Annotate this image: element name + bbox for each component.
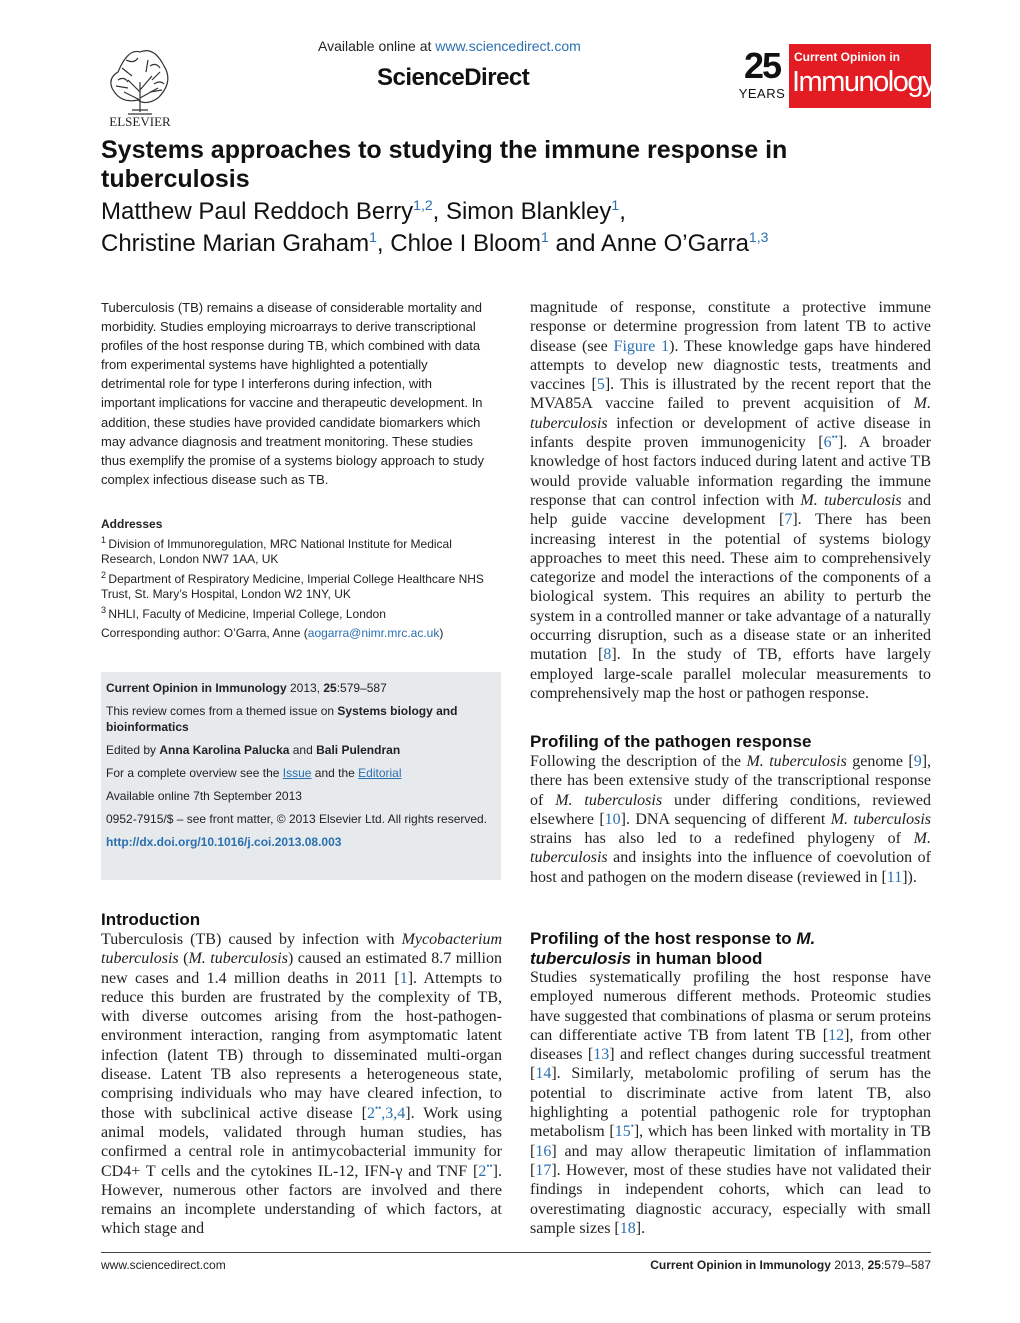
footer-pages: :579–587 [880, 1258, 931, 1272]
address-number: 2 [101, 569, 107, 580]
author-separator: and [548, 230, 601, 257]
address-number: 1 [101, 534, 107, 545]
footer-website: www.sciencedirect.com [101, 1258, 226, 1272]
introduction-continued: magnitude of response, constitute a protective immune response or determine progression from latent TB to active disease (see Figure 1). These knowledge gaps have hindered attempts to develop new diagnostic tests, treatments and vaccines [5]. This is illustrated by the recent report that the MVA85A vaccine failed to prevent acquisition of M. tuberculosis infection or development of active disease in infants despite proven immunogenicity [6••]. A broader knowledge of host factors induced during latent and active TB would provide valuable information regarding the immune response that can control infection with M. tuberculosis and help guide vaccine development [7]. There has been increasing interest in the potential of systems biology approaches to meet this need. These aim to comprehensively categorize and model the interactions of the components of a biological system. This requires an ability to perturb the system in a controlled manner or take advantage of a naturally occurring disruption, such as a disease state or an inherited mutation [8]. In the study of TB, efforts have largely employed large-scale parallel molecular measurements to comprehensively map the host or pathogen response. [530, 299, 932, 702]
address-item [101, 568, 485, 603]
sciencedirect-wordmark: ScienceDirect [377, 64, 530, 91]
citation-year: 2013, [286, 681, 324, 695]
corresponding-author [101, 626, 485, 640]
citation-pages: :579–587 [336, 681, 387, 695]
footer-citation [650, 1258, 931, 1272]
introduction-body: Tuberculosis (TB) caused by infection with Mycobacterium tuberculosis (M. tuberculosis) caused an estimated 8.7 million new cases and 1.4 million deaths in 2011 [1]. Attempts to reduce this burden are frustrated by the complexity of TB, with diverse outcomes arising from the host-pathogen-environment interaction, ranging from asymptomatic latent infection (latent TB) through to disseminated multi-organ disease. Latent TB also represents a heterogeneous state, comprising individuals who may have cleared infection, to those with subclinical active disease [2••,3,4]. Work using animal models, validated through human studies, has confirmed a central role in antimycobacterial immunity for CD4+ T cells and the cytokines IL-12, IFN-γ and TNF [2••]. However, numerous other factors are involved and there remains an incomplete understanding of which factors, at which stage and [101, 931, 503, 1238]
author-name: Anne O’Garra [600, 230, 749, 257]
citation-line [106, 680, 497, 696]
journal-badge [738, 44, 935, 108]
editorial-link[interactable]: Editorial [358, 766, 402, 780]
editor-name: Anna Karolina Palucka [159, 743, 290, 757]
author-separator: , [432, 198, 446, 225]
address-number: 3 [101, 604, 107, 615]
copyright-line: 0952-7915/$ – see front matter, © 2013 Elsevier Ltd. All rights reserved. [106, 812, 488, 826]
corresponding-suffix: ) [439, 626, 444, 640]
author-name: Simon Blankley [445, 198, 612, 225]
address-text: Department of Respiratory Medicine, Imperial College Healthcare NHS Trust, St. Mary’s Hospital, London W2 1NY, UK [101, 571, 484, 601]
footer-volume: 25 [867, 1258, 881, 1272]
article-title: Systems approaches to studying the immune response in tuberculosis [101, 136, 788, 193]
author-separator: , [376, 230, 391, 257]
edited-prefix: Edited by [106, 743, 160, 757]
addresses [101, 517, 485, 622]
themed-prefix: This review comes from a themed issue on [106, 704, 338, 718]
address-text: NHLI, Faculty of Medicine, Imperial College, London [108, 606, 386, 621]
profiling-pathogen-heading: Profiling of the pathogen response [530, 732, 812, 751]
badge-years: YEARS [738, 86, 786, 101]
abstract: Tuberculosis (TB) remains a disease of considerable mortality and morbidity. Studies employing microarrays to derive transcriptional profiles of the host response during TB, which combined with data from experimental systems have highlighted a potentially detrimental role for type I interferons during infection, with important implications for vaccine and therapeutic development. In addition, these studies have provided candidate biomarkers which may advance diagnosis and treatment monitoring. These studies thus exemplify the promise of a systems biology approach to study complex infectious disease such as TB. [101, 300, 484, 487]
corresponding-prefix: Corresponding author: O’Garra, Anne ( [101, 626, 308, 640]
available-prefix: Available online at [318, 38, 436, 54]
profiling-host-body: Studies systematically profiling the host response have employed numerous different methods. Proteomic studies have suggested that combinations of plasma or serum proteins can differentiate active TB from latent TB [12], from other diseases [13] and reflect changes during successful treatment [14]. Similarly, metabolomic profiling of serum has the potential to discriminate active from latent TB, also highlighting a potential pathogenic role for tryptophan metabolism [15•], which has been linked with mortality in TB [16] and may allow therapeutic limitation of inflammation [17]. However, most of these studies have not validated their findings in independent cohorts, which can lead to overestimating diagnostic accuracy, especially with small sample sizes [18]. [530, 969, 932, 1237]
doi-link[interactable]: http://dx.doi.org/10.1016/j.coi.2013.08.003 [106, 835, 342, 849]
author-affiliation[interactable]: 1 [540, 229, 549, 245]
editor-and: and [289, 743, 317, 757]
article-info-box [101, 672, 501, 880]
available-online-date: Available online 7th September 2013 [106, 789, 302, 803]
editor-name: Bali Pulendran [316, 743, 401, 757]
badge-red-panel [789, 44, 935, 108]
citation-volume: 25 [323, 681, 337, 695]
address-text: Division of Immunoregulation, MRC National Institute for Medical Research, London NW7 1AA, UK [101, 536, 452, 566]
footer-year: 2013, [830, 1258, 868, 1272]
citation-journal: Current Opinion in Immunology [106, 681, 287, 695]
introduction-heading: Introduction [101, 910, 201, 929]
profiling-host-heading-c: in human blood [631, 949, 763, 968]
badge-number: 25 [743, 45, 781, 86]
profiling-pathogen-body: Following the description of the M. tuberculosis genome [9], there has been extensive study of the transcriptional response of M. tuberculosis under differing conditions, reviewed elsewhere [10]. DNA sequencing of different M. tuberculosis strains has also led to a redefined phylogeny of M. tuberculosis and insights into the influence of coevolution of host and pathogen on the modern disease (reviewed in [11]). [530, 753, 932, 886]
issue-link[interactable]: Issue [282, 766, 312, 780]
overview-prefix: For a complete overview see the [106, 766, 283, 780]
themed-issue-line [106, 703, 497, 735]
elsevier-logo [98, 42, 182, 128]
footer-journal: Current Opinion in Immunology [650, 1258, 831, 1272]
footer-divider [101, 1252, 931, 1253]
author-affiliation[interactable]: 1,3 [748, 229, 769, 245]
addresses-heading: Addresses [101, 517, 163, 531]
sciencedirect-link[interactable]: www.sciencedirect.com [435, 38, 581, 54]
themed-topic: Systems biology and bioinformatics [106, 704, 458, 734]
author-name: Matthew Paul Reddoch Berry [101, 198, 414, 225]
address-item [101, 533, 485, 568]
badge-journal-name: Immunology [792, 66, 935, 98]
profiling-host-heading-a: Profiling of the host response to [530, 929, 797, 948]
badge-current-opinion: Current Opinion in [794, 50, 900, 64]
profiling-host-heading-i: M. [796, 929, 816, 948]
elsevier-wordmark: ELSEVIER [109, 114, 171, 128]
profiling-host-heading [530, 929, 890, 969]
address-item [101, 603, 485, 623]
available-online-line [318, 38, 581, 54]
author-affiliation[interactable]: 1,2 [413, 197, 433, 213]
overview-line [106, 765, 497, 781]
author-separator: , [619, 198, 626, 225]
author-affiliation[interactable]: 1 [611, 197, 620, 213]
author-name: Christine Marian Graham [101, 230, 370, 257]
profiling-host-heading-b: tuberculosis [530, 949, 632, 968]
overview-and: and the [311, 766, 359, 780]
corresponding-email-link[interactable]: aogarra@nimr.mrc.ac.uk [307, 626, 440, 640]
editors-line [106, 742, 497, 758]
author-name: Chloe I Bloom [390, 230, 541, 257]
author-list [101, 196, 921, 260]
author-affiliation[interactable]: 1 [369, 229, 377, 245]
